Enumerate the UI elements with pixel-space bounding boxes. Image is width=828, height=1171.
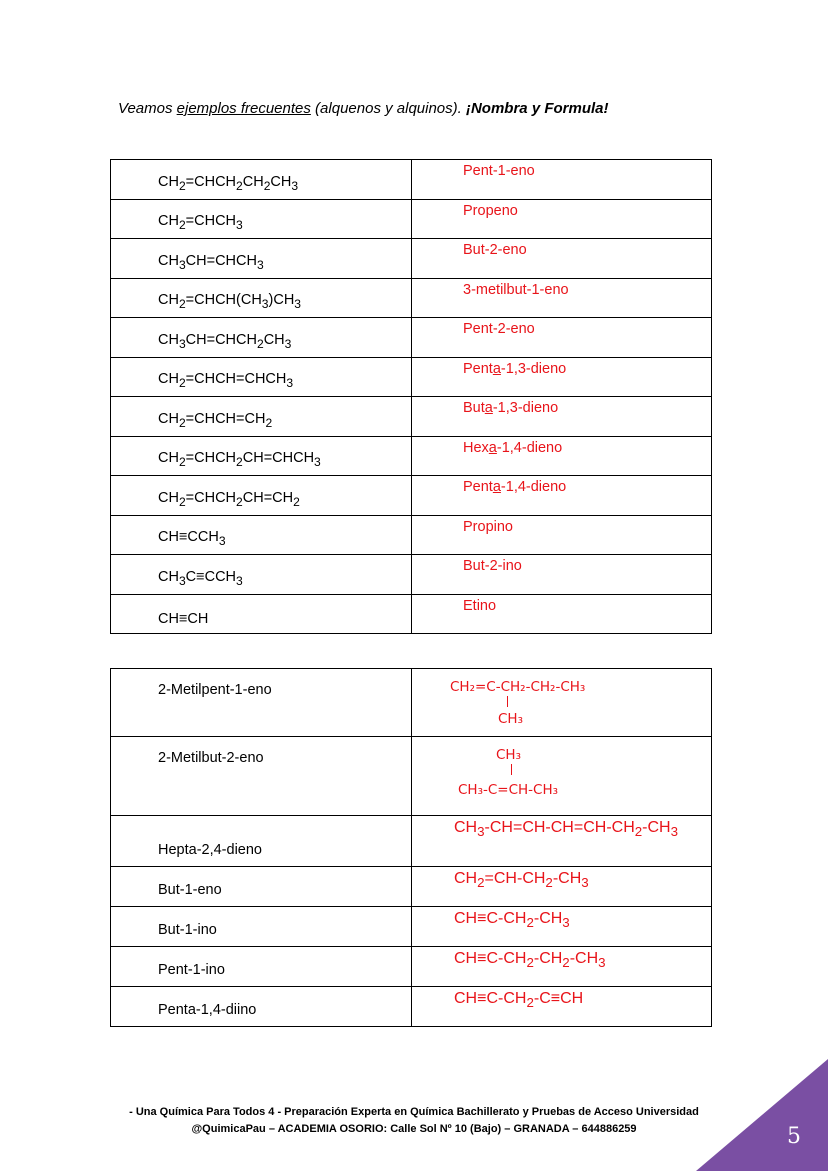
condensed-formula: $CH_3CH=CHCH_2CH_3$	[158, 331, 292, 351]
table-row	[111, 907, 712, 947]
compound-name: Penta-1,4-diino	[158, 1002, 257, 1018]
name-cell	[111, 816, 412, 867]
formula-cell	[111, 278, 412, 318]
table-row	[111, 555, 712, 595]
structure-branch: CH₃	[498, 711, 523, 727]
name-cell	[111, 737, 412, 816]
name-cell	[111, 867, 412, 907]
footer-line-1: - Una Química Para Todos 4 - Preparación Experta en Química Bachillerato y Pruebas de Acceso Universidad	[129, 1106, 699, 1118]
iupac-name: Penta-1,3-dieno	[463, 360, 567, 377]
table-row	[111, 397, 712, 437]
page-number: 5	[787, 1124, 801, 1149]
table-row	[111, 239, 712, 279]
iupac-name: 3-metilbut-1-eno	[463, 281, 569, 298]
iupac-name: Etino	[463, 597, 497, 614]
name-cell	[412, 476, 712, 516]
structure-main-chain: CH₂=C-CH₂-CH₂-CH₃	[450, 679, 586, 695]
condensed-formula: $CH_2=CHCH_2CH=CHCH_3$	[158, 450, 321, 469]
table-row	[111, 987, 712, 1027]
condensed-formula: $CH_2=CHCH=CHCH_3$	[158, 371, 294, 390]
formula-cell	[412, 947, 712, 987]
formula-cell	[111, 515, 412, 555]
table-row	[111, 867, 712, 907]
semi-developed-formula: $CH_2=CH-CH_2-CH_3$	[454, 870, 589, 891]
name-cell	[412, 594, 712, 634]
compound-name: But-1-ino	[158, 922, 217, 938]
name-cell	[412, 357, 712, 397]
formula-cell	[111, 555, 412, 595]
iupac-name: Propino	[463, 518, 513, 535]
table-row	[111, 357, 712, 397]
table-row	[111, 278, 712, 318]
structure-cell	[412, 669, 712, 737]
compound-name: But-1-eno	[158, 882, 222, 898]
structure-main-chain: CH₃-C=CH-CH₃	[458, 782, 559, 798]
structure-cell	[412, 737, 712, 816]
bond-line	[507, 696, 508, 707]
iupac-name: Penta-1,4-dieno	[463, 479, 567, 495]
formula-cell	[412, 907, 712, 947]
formula-cell	[111, 199, 412, 239]
semi-developed-formula: $CH\equiv C-CH_2-CH_2-CH_3$	[454, 950, 606, 971]
table-row	[111, 436, 712, 476]
condensed-formula: CH≡CH	[158, 611, 209, 627]
formula-cell	[111, 397, 412, 437]
table-row	[111, 594, 712, 634]
name-cell	[412, 318, 712, 358]
name-cell	[111, 987, 412, 1027]
name-cell	[111, 669, 412, 737]
intro-bold: ¡Nombra y Formula!	[465, 100, 609, 117]
semi-developed-formula: $CH\equiv C-CH_2-CH_3$	[454, 910, 570, 931]
formula-to-name-table	[110, 159, 712, 634]
structure-branch: CH₃	[496, 747, 521, 763]
condensed-formula: $CH_2=CHCH=CH_2$	[158, 410, 273, 430]
table-row	[111, 816, 712, 867]
formula-cell	[412, 987, 712, 1027]
name-cell	[412, 278, 712, 318]
condensed-formula: $CH_2=CHCH_3$	[158, 213, 243, 232]
name-to-formula-table	[110, 668, 712, 1027]
compound-name: Pent-1-ino	[158, 962, 225, 978]
name-cell	[111, 907, 412, 947]
corner-decoration	[696, 1059, 828, 1171]
name-cell	[412, 199, 712, 239]
condensed-formula: $CH_2=CHCH(CH_3)CH_3$	[158, 292, 302, 311]
formula-cell	[111, 476, 412, 516]
formula-cell	[111, 239, 412, 279]
formula-cell	[412, 816, 712, 867]
semi-developed-formula: $CH\equiv C-CH_2-C\equiv CH$	[454, 990, 584, 1011]
name-cell	[412, 397, 712, 437]
table-row	[111, 318, 712, 358]
formula-cell	[111, 357, 412, 397]
formula-cell	[412, 867, 712, 907]
table-row	[111, 515, 712, 555]
formula-cell	[111, 436, 412, 476]
table-row	[111, 947, 712, 987]
condensed-formula: $CH_2=CHCH_2CH=CH_2$	[158, 489, 300, 509]
name-cell	[412, 515, 712, 555]
table-row	[111, 199, 712, 239]
table-row	[111, 476, 712, 516]
name-cell	[412, 160, 712, 200]
formula-cell	[111, 318, 412, 358]
formula-cell	[111, 160, 412, 200]
iupac-name: Pent-2-eno	[463, 321, 535, 337]
intro-part1: Veamos	[118, 100, 177, 117]
intro-sentence	[118, 100, 609, 117]
condensed-formula: $CH_3CH=CHCH_3$	[158, 252, 264, 272]
table-row	[111, 669, 712, 737]
intro-part2: (alquenos y alquinos).	[310, 100, 466, 117]
intro-underlined: ejemplos frecuentes	[176, 100, 311, 117]
footer-line-2: @QuimicaPau – ACADEMIA OSORIO: Calle Sol Nº 10 (Bajo) – GRANADA – 644886259	[191, 1123, 637, 1135]
table-row	[111, 160, 712, 200]
iupac-name: Buta-1,3-dieno	[463, 400, 559, 416]
name-cell	[111, 947, 412, 987]
compound-name: 2-Metilbut-2-eno	[158, 750, 264, 766]
semi-developed-formula: $CH_3-CH=CH-CH=CH-CH_2-CH_3$	[454, 819, 679, 840]
name-cell	[412, 555, 712, 595]
bond-line	[511, 764, 512, 775]
condensed-formula: $CH_2=CHCH_2CH_2CH_3$	[158, 173, 299, 193]
compound-name: 2-Metilpent-1-eno	[158, 682, 272, 698]
iupac-name: Hexa-1,4-dieno	[463, 439, 563, 456]
compound-name: Hepta-2,4-dieno	[158, 842, 262, 858]
condensed-formula: $CH_3C\equiv CCH_3$	[158, 568, 243, 588]
formula-cell	[111, 594, 412, 634]
name-cell	[412, 239, 712, 279]
iupac-name: Pent-1-eno	[463, 163, 535, 179]
iupac-name: Propeno	[463, 202, 518, 219]
iupac-name: But-2-eno	[463, 242, 527, 258]
iupac-name: But-2-ino	[463, 558, 522, 574]
condensed-formula: $CH\equiv CCH_3$	[158, 529, 226, 548]
name-cell	[412, 436, 712, 476]
table-row	[111, 737, 712, 816]
